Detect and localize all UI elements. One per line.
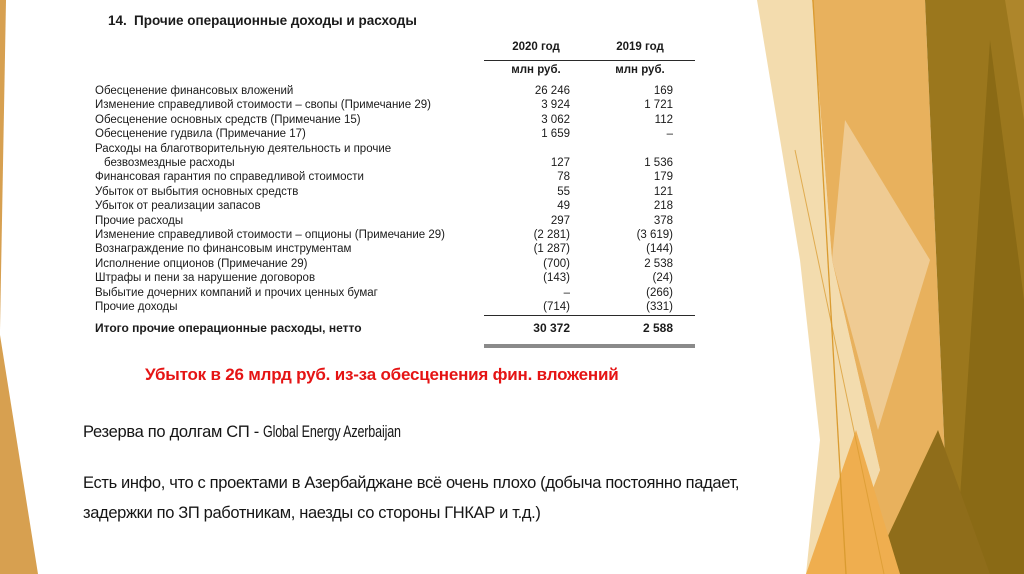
row-value-2019: 179 bbox=[653, 171, 673, 184]
row-label: Обесценение финансовых вложений bbox=[95, 85, 294, 97]
comment-line-2: задержки по ЗП работникам, наезды со стороны ГНКАР и т.д.) bbox=[83, 504, 541, 522]
row-label: Штрафы и пени за нарушение договоров bbox=[95, 272, 316, 285]
total-value-2019: 2 588 bbox=[642, 321, 673, 335]
row-label: Выбытие дочерних компаний и прочих ценных бумаг bbox=[95, 286, 378, 299]
row-value-2020: (2 281) bbox=[533, 229, 570, 242]
total-label: Итого прочие операционные расходы, нетто bbox=[95, 321, 362, 335]
row-label: Убыток от реализации запасов bbox=[95, 200, 261, 213]
row-value-2020: (143) bbox=[543, 272, 570, 285]
table-row bbox=[95, 156, 695, 170]
azerbaijan-comment bbox=[83, 468, 739, 528]
table-row bbox=[95, 185, 695, 199]
row-value-2019: 1 721 bbox=[644, 99, 673, 112]
total-value-2020: 30 372 bbox=[533, 321, 570, 335]
table-row bbox=[95, 199, 695, 213]
table-row bbox=[95, 242, 695, 256]
row-value-2020: 3 924 bbox=[541, 99, 570, 112]
column-header-2020: 2020 год bbox=[512, 41, 560, 53]
red-highlight-note: Убыток в 26 млрд руб. из-за обесценения фин. вложений bbox=[145, 365, 619, 384]
table-row bbox=[95, 98, 695, 112]
row-value-2020: 55 bbox=[557, 185, 570, 198]
row-value-2020: 26 246 bbox=[534, 85, 570, 97]
column-header-2019: 2019 год bbox=[616, 41, 664, 53]
row-label: Прочие расходы bbox=[95, 214, 184, 227]
row-value-2019: (266) bbox=[646, 286, 673, 299]
row-label: Вознаграждение по финансовым инструментам bbox=[95, 243, 352, 256]
table-row bbox=[95, 113, 695, 127]
pre-total-rule bbox=[484, 315, 695, 316]
comment-line-1: Есть инфо, что с проектами в Азербайджане всё очень плохо (добыча постоянно падает, bbox=[83, 474, 740, 492]
row-value-2020: (714) bbox=[543, 301, 570, 314]
row-value-2020: – bbox=[563, 286, 570, 299]
table-row bbox=[95, 286, 695, 300]
row-value-2019: (24) bbox=[652, 272, 673, 285]
row-value-2020: 297 bbox=[550, 214, 570, 227]
row-label: Прочие доходы bbox=[95, 301, 178, 314]
table-total-row bbox=[95, 321, 695, 335]
row-value-2019: 112 bbox=[654, 113, 673, 126]
row-value-2020: 3 062 bbox=[541, 113, 570, 126]
table-row bbox=[95, 142, 695, 156]
table-rows bbox=[95, 84, 695, 315]
row-label: Обесценение гудвила (Примечание 17) bbox=[95, 128, 306, 141]
table-row bbox=[95, 271, 695, 285]
row-value-2019: (3 619) bbox=[636, 229, 673, 242]
table-title bbox=[108, 14, 417, 28]
row-value-2020: (700) bbox=[543, 257, 570, 270]
row-value-2020: 78 bbox=[557, 171, 570, 184]
table-row bbox=[95, 228, 695, 242]
row-value-2019: 218 bbox=[653, 200, 673, 213]
row-label: Изменение справедливой стоимости – свопы (Примечание 29) bbox=[95, 99, 431, 112]
row-label: Обесценение основных средств (Примечание 15) bbox=[95, 113, 361, 126]
row-label: Изменение справедливой стоимости – опционы (Примечание 29) bbox=[95, 229, 445, 242]
row-value-2019: 378 bbox=[653, 214, 673, 227]
row-label: Финансовая гарантия по справедливой стоимости bbox=[95, 171, 364, 184]
row-label: безвозмездные расходы bbox=[104, 157, 235, 170]
row-value-2019: – bbox=[666, 128, 673, 141]
table-row bbox=[95, 84, 695, 98]
total-bottom-rule bbox=[484, 344, 695, 348]
row-value-2019: (331) bbox=[646, 301, 673, 314]
table-row bbox=[95, 170, 695, 184]
reserve-note-company: Global Energy Azerbaijan bbox=[263, 423, 402, 441]
row-value-2019: 1 536 bbox=[644, 157, 673, 170]
header-underline bbox=[484, 60, 695, 61]
row-label: Убыток от выбытия основных средств bbox=[95, 185, 299, 198]
row-value-2019 bbox=[570, 142, 673, 156]
row-value-2019: 2 538 bbox=[644, 257, 673, 270]
row-value-2020: 49 bbox=[557, 200, 570, 213]
row-value-2020: 1 659 bbox=[541, 128, 570, 141]
table-row bbox=[95, 214, 695, 228]
table-row bbox=[95, 127, 695, 141]
reserve-note bbox=[83, 423, 445, 442]
row-value-2020: 127 bbox=[550, 157, 570, 170]
table-row bbox=[95, 300, 695, 314]
row-label: Расходы на благотворительную деятельность и прочие bbox=[95, 142, 392, 155]
row-value-2020: (1 287) bbox=[533, 243, 570, 256]
row-value-2019: 121 bbox=[653, 185, 673, 198]
row-value-2019: 169 bbox=[653, 85, 673, 97]
reserve-note-russian: Резерва по долгам СП - bbox=[83, 423, 264, 441]
row-label: Исполнение опционов (Примечание 29) bbox=[95, 257, 308, 270]
section-title-text: Прочие операционные доходы и расходы bbox=[134, 13, 417, 28]
row-value-2019: (144) bbox=[646, 243, 673, 256]
section-number: 14. bbox=[108, 13, 127, 28]
row-value-2020 bbox=[470, 142, 570, 156]
column-unit-2019: млн руб. bbox=[615, 64, 665, 76]
table-row bbox=[95, 257, 695, 271]
column-unit-2020: млн руб. bbox=[511, 64, 561, 76]
